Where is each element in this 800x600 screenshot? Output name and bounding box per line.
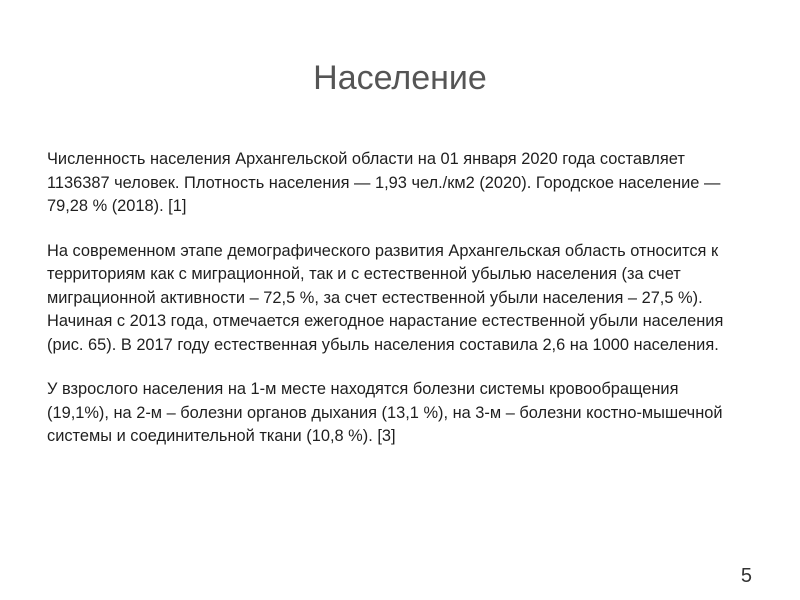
paragraph-demographic-development: На современном этапе демографического развития Архангельская область относится к территориям как с миграционной, так и с естественной убылью населения (за счет миграционной активности – 72,5 %, за счет естественной убыли населения – 27,5 %). Начиная с 2013 года, отмечается ежегодное нарастание естественной убыли населения (рис. 65). В 2017 году естественная убыль населения составила 2,6 на 1000 населения. xyxy=(47,241,724,354)
paragraph-population-stats: Численность населения Архангельской области на 01 января 2020 года составляет 1136387 человек. Плотность населения — 1,93 чел./км2 (2020). Городское население — 79,28 % (2018). [1] xyxy=(47,150,721,215)
slide-body xyxy=(47,148,727,449)
page-number: 5 xyxy=(740,565,752,587)
slide-title: Население xyxy=(313,59,487,97)
paragraph-adult-diseases: У взрослого населения на 1-м месте находятся болезни системы кровообращения (19,1%), на 2-м – болезни органов дыхания (13,1 %), на 3-м – болезни костно-мышечной системы и соединительной ткани (10,8 %). [3] xyxy=(47,380,723,445)
